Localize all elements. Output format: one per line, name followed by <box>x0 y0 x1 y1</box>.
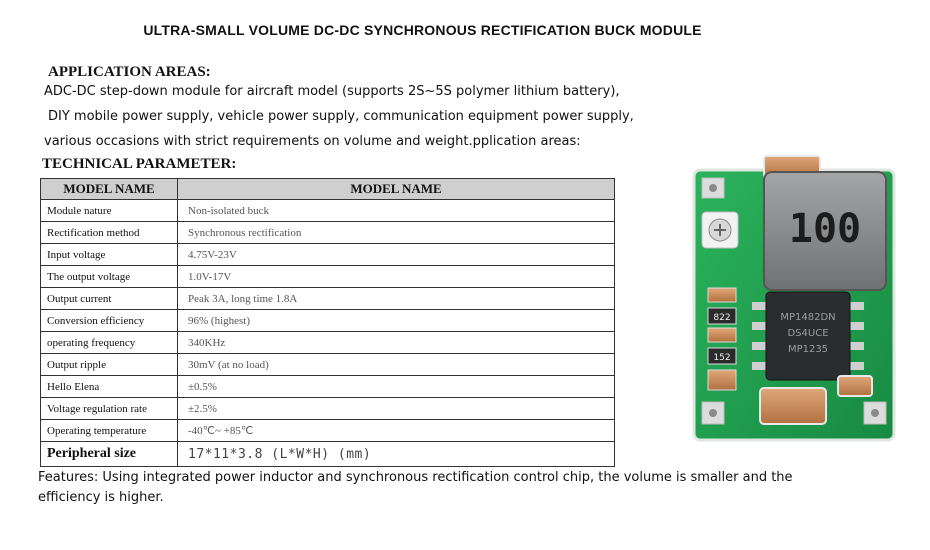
param-value: 17*11*3.8 (L*W*H) (mm) <box>178 442 615 467</box>
chip-label-1: MP1482DN <box>780 312 836 323</box>
bottom-capacitor <box>760 388 826 424</box>
application-heading: APPLICATION AREAS: <box>48 64 211 80</box>
right-capacitor <box>838 376 872 396</box>
application-line-3: various occasions with strict requirements on volume and weight.pplication areas: <box>44 134 581 149</box>
resistor-822-label: 822 <box>713 313 731 323</box>
table-row <box>41 332 615 354</box>
param-name: The output voltage <box>41 266 178 288</box>
table-row <box>41 244 615 266</box>
small-capacitor <box>708 288 736 302</box>
table-row <box>41 266 615 288</box>
param-name: operating frequency <box>41 332 178 354</box>
param-value: ±0.5% <box>178 376 615 398</box>
pad-hole <box>709 409 717 417</box>
param-value: Synchronous rectification <box>178 222 615 244</box>
spec-table <box>40 178 615 467</box>
param-value: ±2.5% <box>178 398 615 420</box>
table-header-cell: MODEL NAME <box>178 179 615 200</box>
param-value: 340KHz <box>178 332 615 354</box>
param-name: Operating temperature <box>41 420 178 442</box>
param-name: Peripheral size <box>41 442 178 467</box>
table-row <box>41 310 615 332</box>
page-title: ULTRA-SMALL VOLUME DC-DC SYNCHRONOUS RECTIFICATION BUCK MODULE <box>143 22 702 38</box>
param-name: Input voltage <box>41 244 178 266</box>
pad-hole <box>709 184 717 192</box>
small-capacitor <box>708 370 736 390</box>
table-row <box>41 200 615 222</box>
param-name: Output current <box>41 288 178 310</box>
chip-label-2: DS4UCE <box>787 328 829 339</box>
features-text: Features: Using integrated power inductor and synchronous rectification control chip, the volume is smaller and the efficiency is higher. <box>38 470 793 505</box>
table-row <box>41 354 615 376</box>
technical-heading: TECHNICAL PARAMETER: <box>42 156 237 172</box>
param-name: Module nature <box>41 200 178 222</box>
param-name: Output ripple <box>41 354 178 376</box>
table-header-row <box>41 179 615 200</box>
table-row <box>41 288 615 310</box>
param-value: 30mV (at no load) <box>178 354 615 376</box>
param-value: 4.75V-23V <box>178 244 615 266</box>
table-row <box>41 420 615 442</box>
param-name: Rectification method <box>41 222 178 244</box>
param-name: Voltage regulation rate <box>41 398 178 420</box>
small-capacitor <box>708 328 736 342</box>
param-value: 1.0V-17V <box>178 266 615 288</box>
table-row <box>41 442 615 467</box>
resistor-152-label: 152 <box>713 353 731 363</box>
param-value: Peak 3A, long time 1.8A <box>178 288 615 310</box>
table-header-cell: MODEL NAME <box>41 179 178 200</box>
application-line-1: ADC-DC step-down module for aircraft model (supports 2S~5S polymer lithium battery), <box>44 84 620 99</box>
table-row <box>41 376 615 398</box>
chip-label-3: MP1235 <box>787 344 829 355</box>
inductor-label: 100 <box>788 206 862 252</box>
table-row <box>41 222 615 244</box>
param-value: Non-isolated buck <box>178 200 615 222</box>
param-name: Conversion efficiency <box>41 310 178 332</box>
table-row <box>41 398 615 420</box>
param-value: 96% (highest) <box>178 310 615 332</box>
application-line-2: DIY mobile power supply, vehicle power supply, communication equipment power supply, <box>48 109 634 124</box>
pad-hole <box>871 409 879 417</box>
buck-module-board-image <box>688 150 898 450</box>
param-name: Hello Elena <box>41 376 178 398</box>
param-value: -40℃~ +85℃ <box>178 420 615 442</box>
